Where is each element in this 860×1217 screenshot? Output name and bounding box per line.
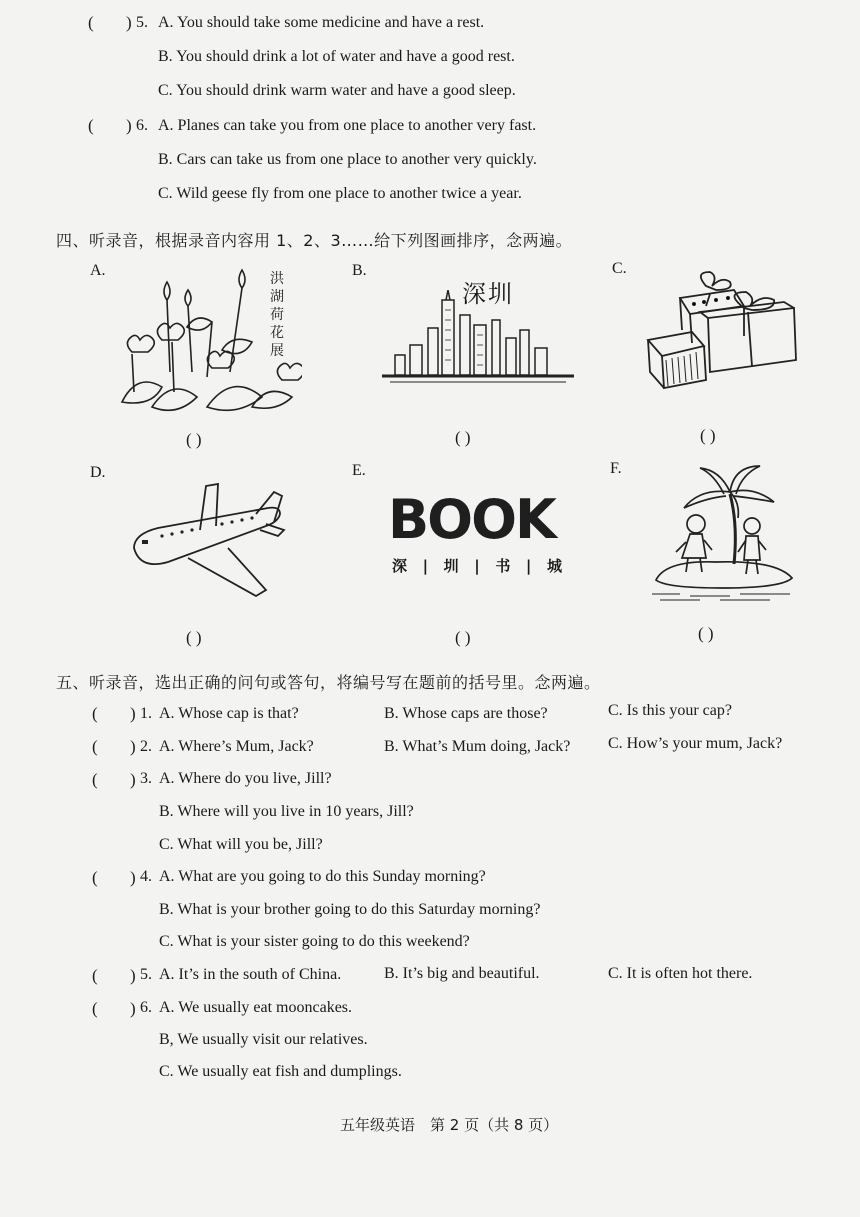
option-a: A. What are you going to do this Sunday morning? <box>159 868 486 885</box>
answer-bracket-p3q6[interactable]: ( <box>88 116 94 135</box>
book-logo-icon: BOOK <box>388 488 555 551</box>
option-b: B. Cars can take us from one place to another very quickly. <box>158 151 537 168</box>
option-a: A. It’s in the south of China. <box>159 966 342 983</box>
page-footer: 五年级英语 第 2 页（共 8 页） <box>340 1116 559 1134</box>
question-number: 6. <box>140 999 152 1016</box>
picture-label: B. <box>352 262 367 279</box>
question-number: 1. <box>140 705 152 722</box>
question-number: 5. <box>140 966 152 983</box>
answer-bracket-q4[interactable]: ( <box>92 868 98 887</box>
question-number: 2. <box>140 738 152 755</box>
lotus-expo-char: 展 <box>270 343 284 359</box>
section-heading-part4: 四、听录音，根据录音内容用 1、2、3……给下列图画排序，念两遍。 <box>56 231 573 250</box>
answer-blank-e[interactable]: ( ) <box>455 628 471 647</box>
lotus-expo-char: 花 <box>270 325 284 341</box>
answer-bracket-q2-close: ) <box>130 737 136 756</box>
divider: | <box>525 556 532 575</box>
bookstore-name-char: 深 <box>392 557 408 575</box>
question-number: 3. <box>140 770 152 787</box>
option-b: B, We usually visit our relatives. <box>159 1031 368 1048</box>
option-b: B. Where will you live in 10 years, Jill? <box>159 803 414 820</box>
answer-bracket-p3q5[interactable]: ( <box>88 13 94 32</box>
option-b: B. Whose caps are those? <box>384 705 548 722</box>
option-c: C. What will you be, Jill? <box>159 836 323 853</box>
lotus-expo-char: 洪 <box>270 271 284 287</box>
option-c: C. What is your sister going to do this weekend? <box>159 933 470 950</box>
airplane-icon <box>128 478 286 604</box>
answer-bracket-q1[interactable]: ( <box>92 704 98 723</box>
shenzhen-caption: 深圳 <box>462 280 514 308</box>
option-b: B. You should drink a lot of water and have a good rest. <box>158 48 515 65</box>
bookstore-name-char: 圳 <box>443 557 459 575</box>
picture-label: E. <box>352 462 366 479</box>
option-c: C. It is often hot there. <box>608 965 753 982</box>
answer-blank-b[interactable]: ( ) <box>455 428 471 447</box>
option-a: A. Where do you live, Jill? <box>159 770 332 787</box>
lotus-expo-char: 湖 <box>270 289 284 305</box>
option-a: A. Where’s Mum, Jack? <box>159 738 314 755</box>
option-b: B. What’s Mum doing, Jack? <box>384 738 571 755</box>
island-children-icon <box>650 462 800 602</box>
option-a: A. Planes can take you from one place to another very fast. <box>158 117 537 134</box>
answer-bracket-q3-close: ) <box>130 770 136 789</box>
answer-blank-a[interactable]: ( ) <box>186 430 202 449</box>
bookstore-name-char: 城 <box>546 557 562 575</box>
shenzhen-skyline-icon <box>380 290 576 390</box>
question-number: 5. <box>136 14 148 31</box>
option-b: B. What is your brother going to do this Saturday morning? <box>159 901 541 918</box>
option-a: A. Whose cap is that? <box>159 705 299 722</box>
picture-label: D. <box>90 464 106 481</box>
answer-bracket-p3q5-close: ) <box>126 13 132 32</box>
picture-label: C. <box>612 260 627 277</box>
option-a: A. You should take some medicine and have a rest. <box>158 14 485 31</box>
option-c: C. How’s your mum, Jack? <box>608 735 783 752</box>
answer-blank-f[interactable]: ( ) <box>698 624 714 643</box>
answer-bracket-q5-close: ) <box>130 966 136 985</box>
divider: | <box>422 556 429 575</box>
picture-label: A. <box>90 262 106 279</box>
gift-boxes-icon <box>644 268 804 393</box>
bookstore-name-char: 书 <box>495 557 511 575</box>
answer-bracket-q2[interactable]: ( <box>92 737 98 756</box>
picture-label: F. <box>610 460 622 477</box>
question-number: 6. <box>136 117 148 134</box>
answer-bracket-q3[interactable]: ( <box>92 770 98 789</box>
answer-bracket-q6[interactable]: ( <box>92 999 98 1018</box>
answer-bracket-q5[interactable]: ( <box>92 966 98 985</box>
question-number: 4. <box>140 868 152 885</box>
answer-bracket-q1-close: ) <box>130 704 136 723</box>
answer-bracket-p3q6-close: ) <box>126 116 132 135</box>
option-c: C. Is this your cap? <box>608 702 732 719</box>
option-b: B. It’s big and beautiful. <box>384 965 540 982</box>
answer-blank-d[interactable]: ( ) <box>186 628 202 647</box>
option-c: C. You should drink warm water and have a good sleep. <box>158 82 516 99</box>
answer-blank-c[interactable]: ( ) <box>700 426 716 445</box>
option-c: C. Wild geese fly from one place to another twice a year. <box>158 185 522 202</box>
option-a: A. We usually eat mooncakes. <box>159 999 353 1016</box>
answer-bracket-q4-close: ) <box>130 868 136 887</box>
divider: | <box>474 556 480 575</box>
section-heading-part5: 五、听录音，选出正确的问句或答句，将编号写在题前的括号里。念两遍。 <box>56 673 601 692</box>
option-c: C. We usually eat fish and dumplings. <box>159 1063 402 1080</box>
lotus-expo-char: 荷 <box>270 307 284 323</box>
answer-bracket-q6-close: ) <box>130 999 136 1018</box>
